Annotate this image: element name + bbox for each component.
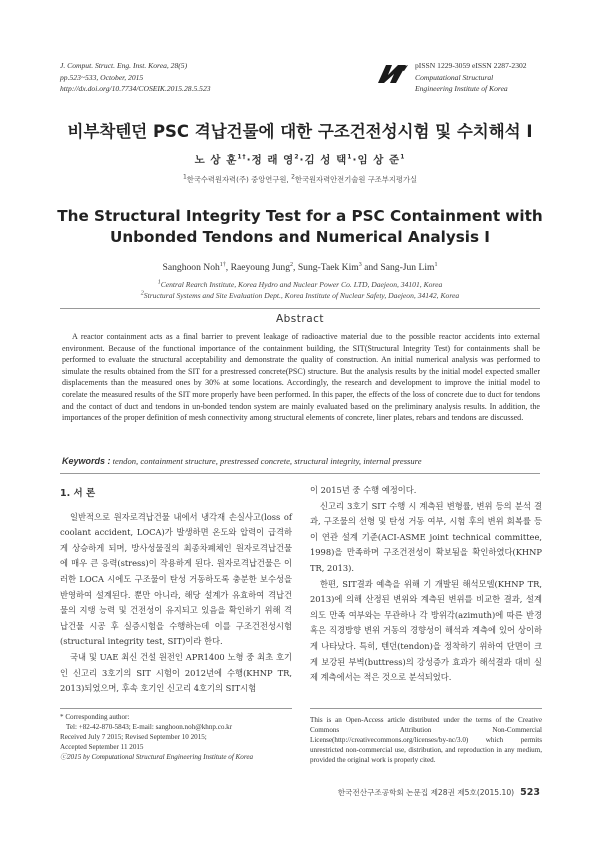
author-sup: 1† [237, 153, 247, 161]
author-name: Sanghoon Noh [162, 262, 220, 273]
abstract-top-rule [60, 308, 540, 309]
korean-affiliations [0, 175, 600, 185]
publisher-line-1: Computational Structural [415, 72, 494, 82]
affiliation-1: 한국수력원자력(주) 중앙연구원, [186, 175, 289, 184]
publisher-line-2: Engineering Institute of Korea [415, 84, 508, 93]
author-name: Sung-Taek Kim [297, 262, 359, 273]
copyright: ⓒ2015 by Computational Structural Engineering Institute of Korea [60, 753, 254, 761]
affil-sup: 2 [140, 290, 144, 297]
body-left-column [60, 483, 292, 697]
received-date: Received July 7 2015; Revised September 10 2015; [60, 733, 207, 741]
korean-title: 비부착텐던 PSC 격납건물에 대한 구조건전성시험 및 수치해석 I [67, 122, 533, 141]
paragraph: 일반적으로 원자로격납건물 내에서 냉각재 손실사고(loss of coolant accident, LOCA)가 발생하면 온도와 압력이 급격하게 상승하게 되며, 방사성물질의 최종차폐체인 원자로격납건물에 매우 큰 응력(stress)이 작용하게 된다. 원자로격납건물은 이러한 LOCA 시에도 구조물이 탄성 거동하도록 충분한 보수성을 반영하여 설계된다. 뿐만 아니라, 해당 설계가 유효하여 격납건물의 지탱 능력 및 건전성이 유지되고 있음을 확인하기 위해 격납건물 시공 후 실증시험을 수행하는데 이를 구조건전성시험(structural integrity test, SIT)이라 한다. [60, 511, 292, 647]
section-heading: 1. 서 론 [60, 488, 96, 499]
affiliation-2-row [0, 290, 600, 301]
affiliation-1-row [0, 279, 600, 290]
author-sup: 1 [400, 153, 406, 161]
author-name: Sang-Jun Lim [380, 262, 435, 273]
author-name: 정 래 영 [251, 154, 295, 166]
paragraph: 한편, SIT결과 예측을 위해 기 개발된 해석모델(KHNP TR, 2013)에 의해 산정된 변위와 계측된 변위를 비교한 결과, 설계 의도 만족 여부와는 무관하나 각 방위각(azimuth)에 따른 반경 혹은 직경방향 변위 거동의 경향성이 해석과 계측에 있어 상이하게 나타났다. 특히, 텐던(tendon)을 정착하기 위하여 단면이 크게 보강된 부벽(buttress)의 강성증가 효과가 해석결과 대비 실제 계측에서는 적은 것으로 분석되었다. [310, 578, 542, 683]
footnote-rule-left [60, 708, 292, 709]
issn: pISSN 1229-3059 eISSN 2287-2302 [415, 61, 527, 70]
author-sup: 2 [290, 261, 294, 268]
footnote-rule-right [310, 708, 542, 709]
page-footer [338, 787, 540, 798]
citation-doi[interactable]: http://dx.doi.org/10.7734/COSEIK.2015.28.5.523 [60, 84, 211, 93]
author-sup: 1 [434, 261, 438, 268]
paragraph: 국내 및 UAE 최신 건설 원전인 APR1400 노형 중 최초 호기인 신고리 3호기의 SIT 시험이 2012년에 수행(KHNP TR, 2013)되었으며, 후속 호기인 신고리 4호기의 SIT시험 [60, 651, 292, 694]
corresponding-label: * Corresponding author: [60, 713, 130, 721]
body-right-column [310, 483, 542, 686]
author-name: Raeyoung Jung [230, 262, 291, 273]
abstract-bottom-rule [60, 473, 540, 474]
english-title [0, 206, 600, 248]
citation-journal: J. Comput. Struct. Eng. Inst. Korea, 28(5) [60, 61, 188, 70]
accepted-date: Accepted September 11 2015 [60, 743, 144, 751]
citation-pages: pp.523~533, October, 2015 [60, 72, 144, 82]
keywords [62, 456, 540, 466]
affiliation-2: 한국원자력안전기술원 구조부지평가실 [294, 175, 418, 184]
abstract-heading: Abstract [275, 313, 325, 325]
english-authors: Sanghoon Noh$^{1\dagger}$, Raeyoung Jung$^2$, Sung-Taek Kim$^3$ and Sang-Jun Lim$^1$ [162, 261, 438, 273]
keywords-text: tendon, containment structure, prestressed concrete, structural integrity, internal pressure [112, 456, 422, 466]
author-sup: 3 [358, 261, 362, 268]
affiliation-1: Central Rearch Institute, Korea Hydro and Nuclear Power Co. LTD, Daejeon, 34101, Korea [160, 280, 443, 289]
korean-authors: 노 상 훈$^{1\dagger}$·정 래 영$^2$·김 성 택$^1$·임 상 준$^1$ [194, 153, 406, 166]
journal-citation [60, 60, 211, 95]
english-title-line-2: Unbonded Tendons and Numerical Analysis I [110, 228, 490, 246]
author-sup: 1† [219, 261, 226, 268]
paragraph: 이 2015년 중 수행 예정이다. [310, 485, 417, 495]
affiliation-2: Structural Systems and Site Evaluation Dept., Korea Institute of Nuclear Safety, Daejeon, 34142, Korea [143, 291, 460, 300]
footnote-correspondence [60, 712, 292, 762]
author-name: 노 상 훈 [194, 154, 238, 166]
affil-sup: 2 [291, 173, 295, 181]
journal-issue: 한국전산구조공학회 논문집 제28권 제5호(2015.10) [337, 788, 515, 797]
page-number: 523 [520, 787, 540, 798]
issn-block [415, 60, 527, 95]
affil-sup: 1 [182, 173, 187, 181]
society-logo-icon [376, 63, 410, 85]
author-sup: 2 [294, 153, 300, 161]
affil-sup: 1 [157, 279, 161, 286]
paragraph: 신고리 3호기 SIT 수행 시 계측된 변형률, 변위 등의 분석 결과, 구조물의 선형 및 탄성 거동 여부, 시험 후의 변위 회복률 등이 연관 설계 기준(ACI-ASME joint technical committee, 1998)을 만족하며 구조건전성이 확보됨을 확인하였다(KHNP TR, 2013). [310, 500, 542, 573]
english-affiliations [0, 279, 600, 301]
english-title-line-1: The Structural Integrity Test for a PSC Containment with [57, 207, 543, 225]
keywords-label: Keywords : [62, 456, 111, 466]
contact-info: Tel: +82-42-870-5843; E-mail: sanghoon.noh@khnp.co.kr [66, 723, 233, 731]
abstract-text: A reactor containment acts as a final barrier to prevent leakage of radioactive material due to the possible reactor accidents into external environment. Because of the functional importance of the containment building, the SIT(Structural Integrity Test) for containments shall be performed to evaluate the structural acceptability and demonstrate the quality of construction. An initial numerical analysis was performed to simulate the results obtained from the SIT for a prestressed concrete(PSC) structure. But the analysis results by the initial model expected smaller displacements than the measured ones by 30% at some locations. Accordingly, the research and development to improve the initial model to corelate the measured results of the SIT more properly have been performed. In this paper, the effects of the loss of concrete due to duct for tendons and the contact of duct and tendons in un-bonded tendon system are mainly evaluated based on the preliminary analysis results. In addition, the importances of the proper definition of mesh connectivity among structural elements of concrete, liner plates, rebars and tendons are discussed. [62, 332, 540, 423]
author-sup: 1 [347, 153, 353, 161]
author-name: 김 성 택 [304, 154, 348, 166]
author-name: 임 상 준 [357, 154, 401, 166]
open-access-notice: This is an Open-Access article distributed under the terms of the Creative Commons Attribution Non-Commercial License(http://creativecommons.org/licenses/by-nc/3.0) which permits unrestricted non-commercial use, distribution, and reproduction in any medium, provided the original work is properly cited. [310, 716, 542, 764]
